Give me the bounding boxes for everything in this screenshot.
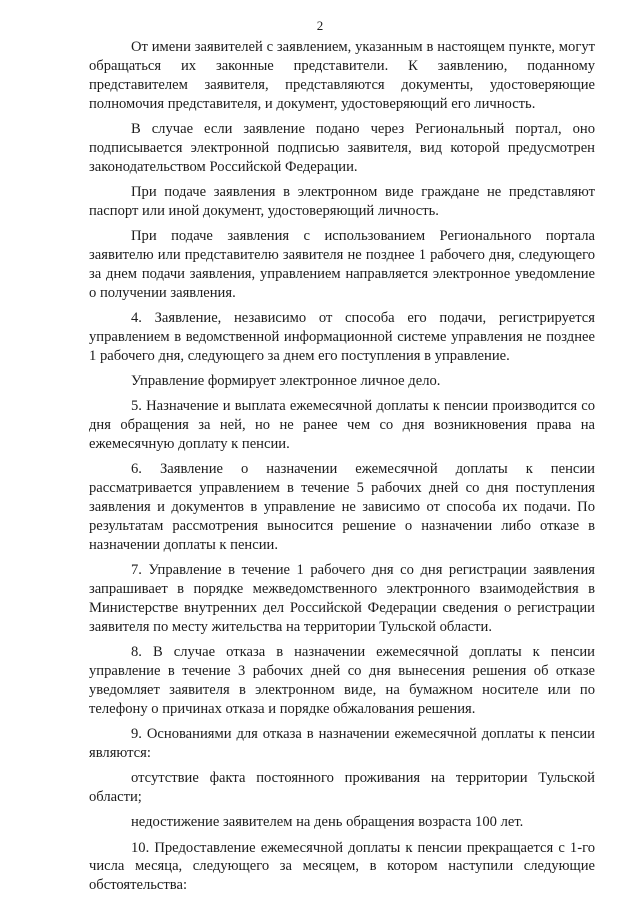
page-number: 2 [316, 18, 324, 33]
paragraph-representatives: От имени заявителей с заявлением, указанным в настоящем пункте, могут обращаться их законные представители. К заявлению, поданному представителем заявителя, представляются документы, удостоверяющие полномочия представителя, и документ, удостоверяющий его личность. [89, 39, 595, 112]
paragraph-10-termination: 10. Предоставление ежемесячной доплаты к пенсии прекращается с 1-го числа месяца, следующего за месяцем, в котором наступили следующие обстоятельства: [89, 839, 595, 894]
paragraph-8-refusal-notice: 8. В случае отказа в назначении ежемесячной доплаты к пенсии управление в течение 3 рабочих дней со дня вынесения решения об отказе уведомляет заявителя в электронном виде, на бумажном носителе или по телефону о причинах отказа и порядке обжалования решения. [89, 643, 595, 717]
paragraph-no-passport: При подаче заявления в электронном виде граждане не представляют паспорт или иной документ, удостоверяющий личность. [89, 183, 595, 219]
paragraph-5-payment: 5. Назначение и выплата ежемесячной доплаты к пенсии производится со дня обращения за ней, но не ранее чем со дня возникновения права на ежемесячную доплату к пенсии. [89, 398, 595, 453]
paragraph-6-review: 6. Заявление о назначении ежемесячной доплаты к пенсии рассматривается управлением в течение 5 рабочих дней со дня поступления заявления и документов в управление не зависимо от способа их подачи. По результатам рассмотрения выносится решение о назначении либо отказе в назначении доплаты к пенсии. [89, 461, 595, 553]
paragraph-7-interagency-request: 7. Управление в течение 1 рабочего дня со дня регистрации заявления запрашивает в порядке межведомственного электронного взаимодействия в Министерстве внутренних дел Российской Федерации сведения о регистрации заявителя по месту жительства на территории Тульской области. [89, 562, 595, 635]
document-body [89, 38, 595, 902]
paragraph-personal-file: Управление формирует электронное личное дело. [131, 373, 441, 389]
paragraph-ground-residence: отсутствие факта постоянного проживания на территории Тульской области; [89, 770, 595, 805]
paragraph-ground-age: недостижение заявителем на день обращения возраста 100 лет. [131, 814, 524, 831]
paragraph-electronic-signature: В случае если заявление подано через Региональный портал, оно подписывается электронной подписью заявителя, вид которой предусмотрен законодательством Российской Федерации. [89, 120, 595, 175]
paragraph-4-registration: 4. Заявление, независимо от способа его подачи, регистрируется управлением в ведомственной информационной системе управления не позднее 1 рабочего дня, следующего за днем его поступления в управление. [89, 309, 595, 364]
paragraph-receipt-notice: При подаче заявления с использованием Регионального портала заявителю или представителю заявителя не позднее 1 рабочего дня, следующего за днем подачи заявления, управлением направляется электронное уведомление о получении заявления. [89, 228, 595, 301]
paragraph-9-refusal-grounds: 9. Основаниями для отказа в назначении ежемесячной доплаты к пенсии являются: [89, 725, 595, 761]
